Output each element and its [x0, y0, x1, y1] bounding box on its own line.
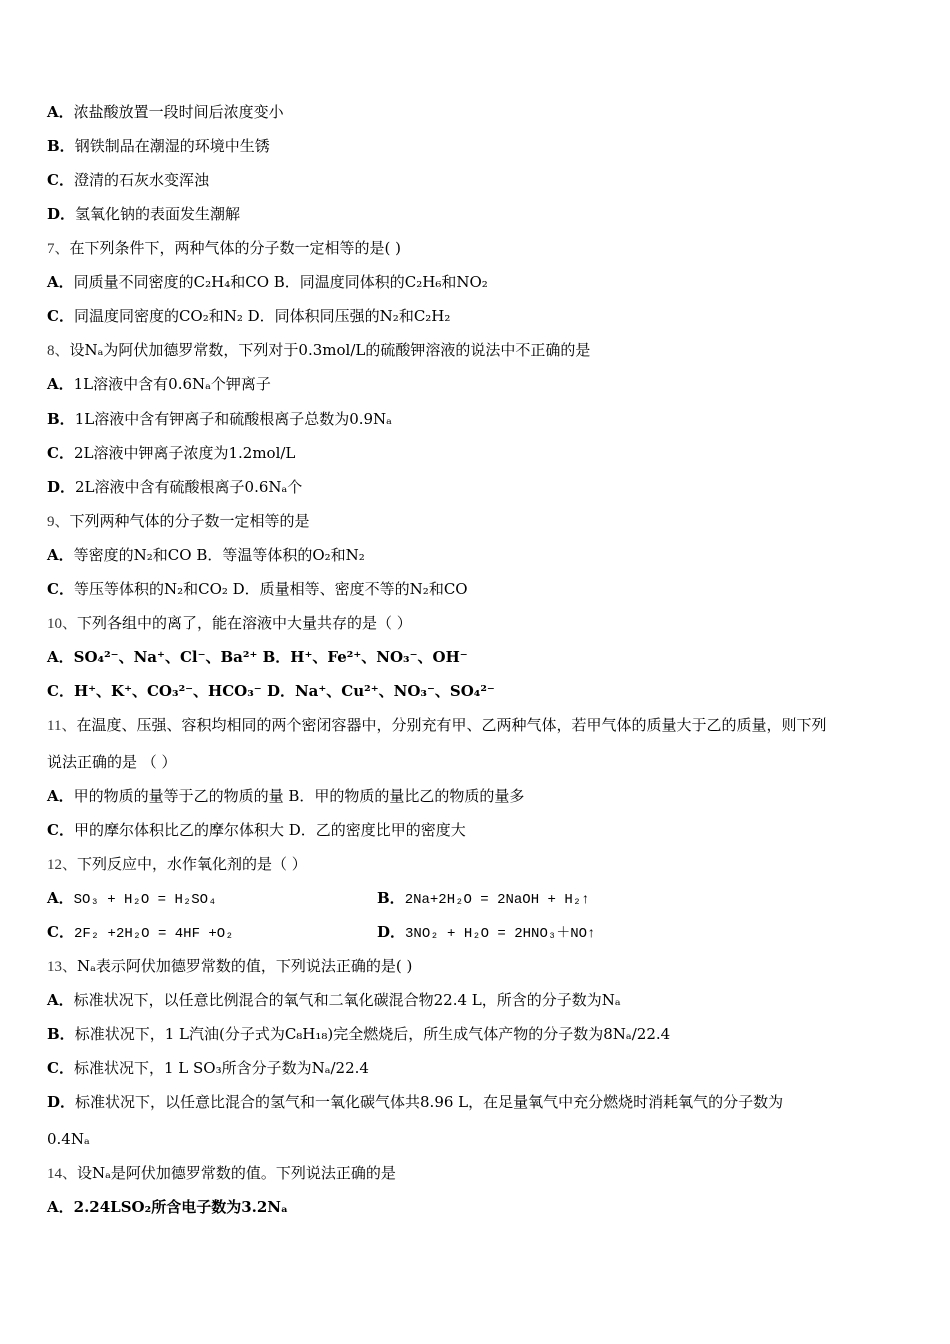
question-text: 在温度、压强、容积均相同的两个密闭容器中，分别充有甲、乙两种气体，若甲气体的质量大于乙的质量，则下列: [76, 716, 827, 734]
q10-options-ab: [47, 647, 468, 667]
q10-stem: [47, 613, 412, 634]
q13-option-d-continued: [47, 1129, 90, 1149]
q11-options-ab: [47, 786, 524, 806]
option-label: D．: [47, 478, 76, 496]
option-text: SO₃ + H₂O = H₂SO₄: [73, 892, 217, 908]
q8-option-a: [47, 374, 271, 394]
q12-options-ab: [47, 888, 907, 910]
q8-option-c: [47, 443, 295, 463]
question-number: 9、: [47, 514, 70, 530]
option-label: B．: [47, 137, 75, 155]
option-label: D．: [377, 923, 406, 941]
q12-option-d: [377, 922, 595, 944]
q7-options-ab: [47, 272, 488, 292]
option-text: 澄清的石灰水变浑浊: [73, 171, 209, 189]
option-label: C．: [47, 580, 74, 598]
q9-options-cd: [47, 579, 468, 599]
q14-option-a: [47, 1197, 288, 1217]
option-text: 标准状况下，1 L汽油(分子式为C₈H₁₈)完全燃烧后，所生成气体产物的分子数为8Nₐ/22.4: [74, 1025, 671, 1043]
q8-option-b: [47, 409, 392, 429]
q11-stem: [47, 715, 826, 736]
q6-option-d: [47, 204, 240, 224]
option-text: 3NO₂ + H₂O = 2HNO₃＋NO↑: [405, 926, 596, 942]
option-text: 甲的物质的量等于乙的物质的量 B．甲的物质的量比乙的物质的量多: [73, 787, 525, 805]
q12-option-b: [377, 888, 590, 910]
question-text: 下列反应中，水作氧化剂的是（ ）: [77, 855, 307, 873]
option-text: H⁺、K⁺、CO₃²⁻、HCO₃⁻ D．Na⁺、Cu²⁺、NO₃⁻、SO₄²⁻: [73, 682, 495, 700]
q11-options-cd: [47, 820, 466, 840]
option-text: 标准状况下，1 L SO₃所含分子数为Nₐ/22.4: [73, 1059, 369, 1077]
option-label: C．: [47, 444, 74, 462]
question-number: 11、: [47, 718, 77, 734]
option-label: B．: [47, 1025, 75, 1043]
q6-option-a: [47, 102, 284, 122]
option-text: 2L溶液中钾离子浓度为1.2mol/L: [73, 444, 296, 462]
option-label: A．: [47, 375, 74, 393]
q12-option-c: [47, 923, 234, 941]
option-text: 等压等体积的N₂和CO₂ D．质量相等、密度不等的N₂和CO: [73, 580, 468, 598]
q6-option-c: [47, 170, 209, 190]
option-label: D．: [47, 1093, 76, 1111]
q6-option-b: [47, 136, 270, 156]
q7-options-cd: [47, 306, 450, 326]
option-text: 2L溶液中含有硫酸根离子0.6Nₐ个: [75, 478, 303, 496]
option-text: 钢铁制品在潮湿的环境中生锈: [74, 137, 270, 155]
q12-options-cd: [47, 922, 907, 944]
option-text: 等密度的N₂和CO B．等温等体积的O₂和N₂: [73, 546, 365, 564]
option-label: C．: [47, 1059, 74, 1077]
option-text: 1L溶液中含有0.6Nₐ个钾离子: [73, 375, 271, 393]
option-label: C．: [47, 171, 74, 189]
q13-option-c: [47, 1058, 369, 1078]
question-text: 在下列条件下，两种气体的分子数一定相等的是( ): [69, 239, 401, 257]
option-label: C．: [47, 923, 74, 941]
q8-option-d: [47, 477, 302, 497]
option-text: 标准状况下，以任意比混合的氢气和一氧化碳气体共8.96 L，在足量氧气中充分燃烧时消耗氧气的分子数为: [75, 1093, 784, 1111]
option-text: SO₄²⁻、Na⁺、Cl⁻、Ba²⁺ B．H⁺、Fe²⁺、NO₃⁻、OH⁻: [73, 648, 468, 666]
option-text: 标准状况下，以任意比例混合的氧气和二氧化碳混合物22.4 L，所含的分子数为Nₐ: [73, 991, 621, 1009]
q12-option-a: [47, 889, 216, 907]
option-label: C．: [47, 682, 74, 700]
q7-stem: [47, 238, 401, 259]
q9-stem: [47, 511, 310, 532]
option-label: C．: [47, 821, 74, 839]
question-number: 14、: [47, 1166, 78, 1182]
option-label: A．: [47, 889, 74, 907]
option-label: D．: [47, 205, 76, 223]
q14-stem: [47, 1163, 396, 1184]
option-label: A．: [47, 648, 74, 666]
option-text: 1L溶液中含有钾离子和硫酸根离子总数为0.9Nₐ: [74, 410, 392, 428]
q9-options-ab: [47, 545, 365, 565]
q13-option-d: [47, 1092, 783, 1112]
option-text: 甲的摩尔体积比乙的摩尔体积大 D．乙的密度比甲的密度大: [73, 821, 466, 839]
option-text: 2Na+2H₂O = 2NaOH + H₂↑: [404, 892, 590, 908]
question-text: Nₐ表示阿伏加德罗常数的值，下列说法正确的是( ): [77, 957, 413, 975]
option-label: A．: [47, 991, 74, 1009]
question-text: 设Nₐ为阿伏加德罗常数，下列对于0.3mol/L的硫酸钾溶液的说法中不正确的是: [69, 341, 591, 359]
q13-option-a: [47, 990, 621, 1010]
q13-stem: [47, 956, 412, 977]
option-text: 2.24LSO₂所含电子数为3.2Nₐ: [73, 1198, 288, 1216]
option-label: A．: [47, 103, 74, 121]
question-number: 7、: [47, 241, 70, 257]
q10-options-cd: [47, 681, 495, 701]
option-label: A．: [47, 787, 74, 805]
question-number: 13、: [47, 959, 78, 975]
question-number: 12、: [47, 857, 78, 873]
q11-stem-continued: [47, 752, 177, 772]
q12-stem: [47, 854, 307, 875]
option-text: 氢氧化钠的表面发生潮解: [75, 205, 241, 223]
q13-option-b: [47, 1024, 670, 1044]
option-text: 浓盐酸放置一段时间后浓度变小: [73, 103, 284, 121]
question-text: 下列两种气体的分子数一定相等的是: [69, 512, 310, 530]
option-text: 同温度同密度的CO₂和N₂ D．同体积同压强的N₂和C₂H₂: [73, 307, 451, 325]
question-text: 说法正确的是 （ ）: [47, 753, 177, 771]
option-label: C．: [47, 307, 74, 325]
option-text: 2F₂ +2H₂O = 4HF +O₂: [73, 926, 234, 942]
option-label: A．: [47, 546, 74, 564]
option-label: A．: [47, 273, 74, 291]
question-number: 8、: [47, 343, 70, 359]
question-text: 下列各组中的离了，能在溶液中大量共存的是（ ）: [77, 614, 412, 632]
question-text: 设Nₐ是阿伏加德罗常数的值。下列说法正确的是: [77, 1164, 396, 1182]
option-label: A．: [47, 1198, 74, 1216]
option-label: B．: [377, 889, 405, 907]
q8-stem: [47, 340, 590, 361]
option-text: 同质量不同密度的C₂H₄和CO B．同温度同体积的C₂H₆和NO₂: [73, 273, 488, 291]
option-label: B．: [47, 410, 75, 428]
question-number: 10、: [47, 616, 78, 632]
option-text: 0.4Nₐ: [47, 1130, 90, 1148]
